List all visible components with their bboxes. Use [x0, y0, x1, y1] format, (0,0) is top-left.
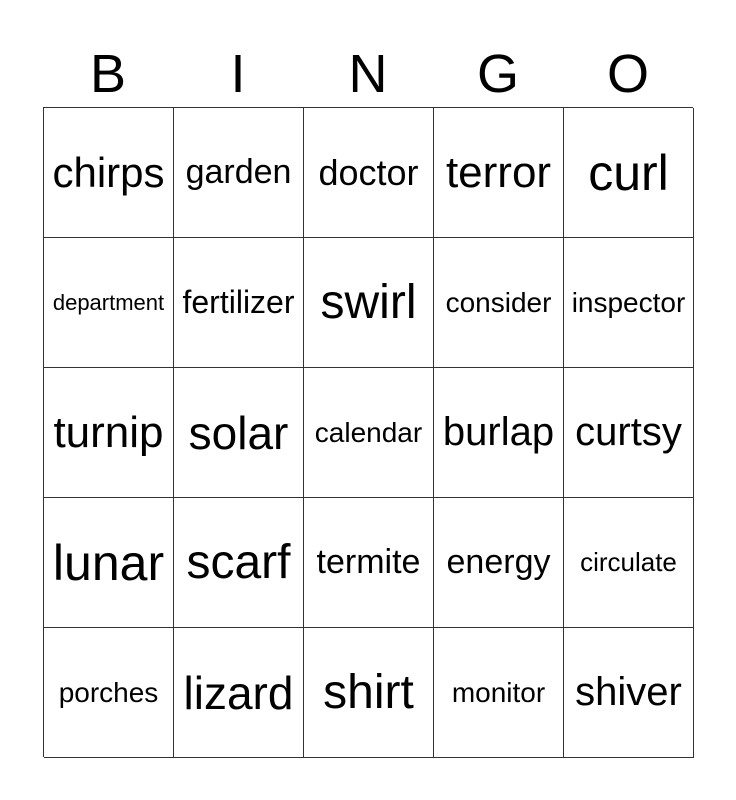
cell-word: monitor — [451, 676, 546, 708]
cell-word: swirl — [320, 276, 417, 329]
bingo-cell[interactable] — [304, 108, 434, 238]
bingo-cell[interactable] — [564, 498, 694, 628]
bingo-cell[interactable] — [434, 498, 564, 628]
bingo-cell[interactable] — [174, 628, 304, 758]
bingo-cell[interactable] — [174, 238, 304, 368]
cell-word: turnip — [53, 407, 164, 457]
bingo-cell[interactable] — [304, 498, 434, 628]
bingo-cell[interactable] — [304, 238, 434, 368]
bingo-cell[interactable] — [174, 368, 304, 498]
bingo-cell[interactable] — [44, 368, 174, 498]
header-letter-o: O — [606, 44, 649, 104]
cell-word: curtsy — [575, 410, 682, 454]
header-letter-i: I — [230, 44, 246, 104]
cell-word: porches — [58, 676, 159, 708]
cell-word: termite — [316, 543, 421, 581]
cell-word: shirt — [323, 666, 414, 719]
bingo-cell[interactable] — [434, 368, 564, 498]
cell-word: lizard — [183, 666, 294, 719]
cell-word: doctor — [318, 151, 419, 193]
header-letter-b: B — [89, 44, 127, 104]
bingo-header — [43, 40, 693, 108]
bingo-cell[interactable] — [44, 238, 174, 368]
bingo-cell[interactable] — [44, 108, 174, 238]
bingo-cell[interactable] — [174, 498, 304, 628]
bingo-cell[interactable] — [564, 108, 694, 238]
cell-word: lunar — [52, 534, 165, 591]
bingo-cell[interactable] — [564, 238, 694, 368]
bingo-cell[interactable] — [564, 628, 694, 758]
bingo-cell[interactable] — [44, 498, 174, 628]
cell-word: fertilizer — [182, 284, 295, 320]
cell-word: calendar — [314, 416, 423, 448]
cell-word: garden — [185, 153, 292, 191]
cell-word: shiver — [575, 670, 682, 714]
cell-word: chirps — [52, 148, 165, 196]
cell-word: circulate — [580, 547, 677, 577]
cell-word: curl — [588, 144, 669, 201]
header-letter-n: N — [348, 44, 388, 104]
bingo-cell[interactable] — [434, 238, 564, 368]
bingo-cell[interactable] — [44, 628, 174, 758]
cell-word: burlap — [442, 410, 555, 454]
bingo-cell[interactable] — [434, 628, 564, 758]
cell-word: energy — [446, 543, 551, 581]
cell-word: inspector — [571, 286, 686, 318]
header-letter-g: G — [476, 44, 519, 104]
bingo-cell[interactable] — [564, 368, 694, 498]
cell-word: department — [52, 289, 165, 315]
bingo-cell[interactable] — [304, 628, 434, 758]
bingo-cell[interactable] — [304, 368, 434, 498]
bingo-cell[interactable] — [174, 108, 304, 238]
bingo-board — [43, 107, 693, 757]
cell-word: solar — [188, 406, 289, 459]
cell-word: consider — [445, 286, 552, 318]
cell-word: scarf — [186, 536, 291, 589]
bingo-cell[interactable] — [434, 108, 564, 238]
cell-word: terror — [445, 147, 552, 197]
